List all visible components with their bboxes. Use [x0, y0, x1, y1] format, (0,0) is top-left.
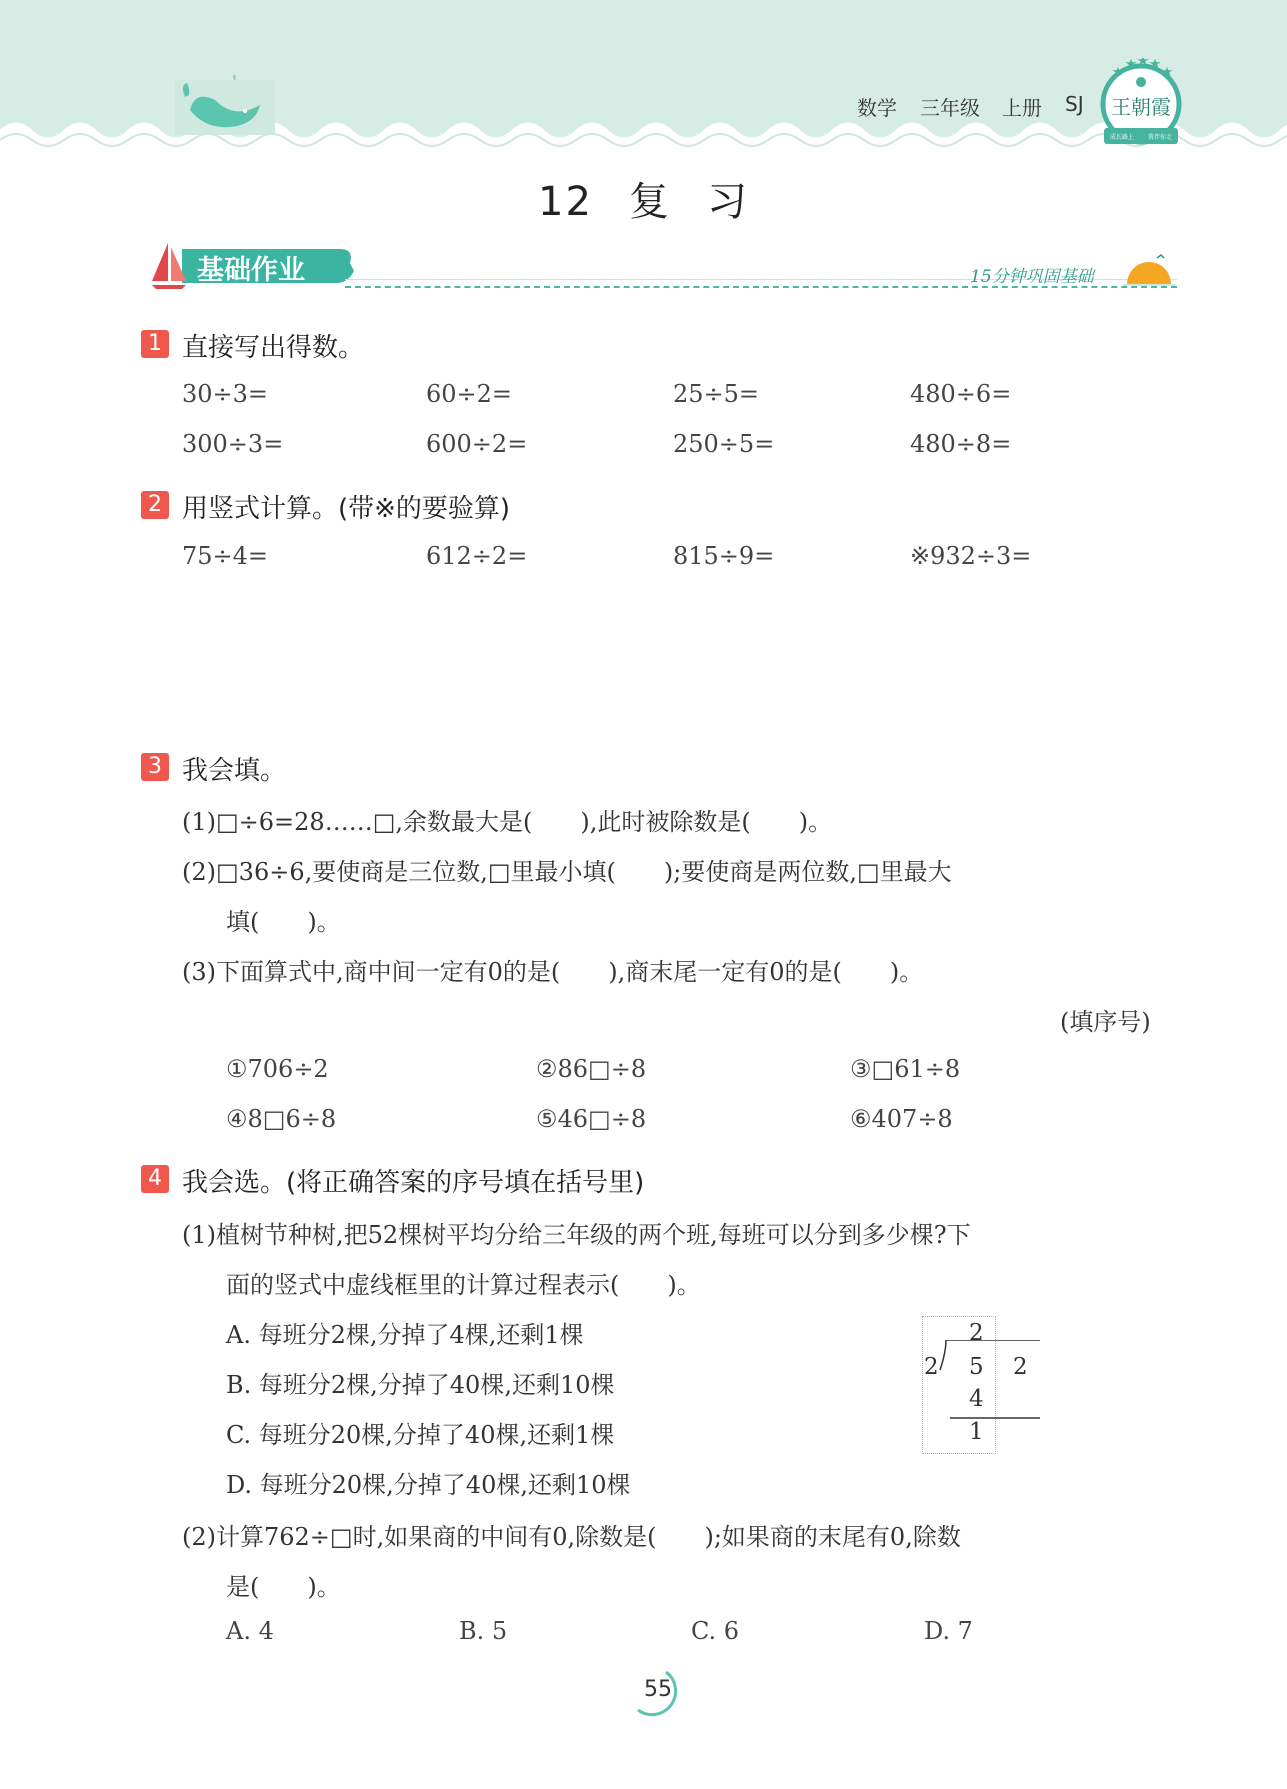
q4-option: B. 5 — [459, 1617, 508, 1645]
header-edition: SJ — [1065, 92, 1084, 116]
sunset-icon — [1123, 254, 1175, 288]
q2-item: ※932÷3= — [910, 542, 1032, 570]
title-number: 12 — [538, 179, 593, 225]
q2-number: 2 — [141, 491, 169, 519]
q1-title: 直接写出得数。 — [182, 333, 365, 363]
title-char-2: 习 — [706, 179, 749, 225]
section-label: 基础作业 — [197, 255, 305, 286]
q3-part-1: (1)□÷6=28……□,余数最大是( ),此时被除数是( )。 — [182, 808, 833, 836]
header-volume: 上册 — [1002, 96, 1042, 120]
division-product: 4 — [969, 1386, 984, 1412]
q1-item: 480÷8= — [910, 430, 1012, 458]
q3-part-2: (2)□36÷6,要使商是三位数,□里最小填( );要使商是两位数,□里最大 — [182, 858, 952, 886]
brand-name: 王朝霞 — [1111, 95, 1171, 119]
whale-icon — [175, 75, 275, 135]
division-digit-2: 2 — [1013, 1354, 1028, 1380]
q1-item: 30÷3= — [182, 380, 269, 408]
q4-choice-c: C. 每班分20棵,分掉了40棵,还剩1棵 — [226, 1421, 615, 1449]
division-divisor: 2 — [924, 1354, 939, 1380]
brand-sub-right: 我伴你走 — [1147, 134, 1173, 141]
q4-number: 4 — [141, 1165, 169, 1193]
q3-option: ⑤46□÷8 — [536, 1105, 647, 1133]
q3-option: ⑥407÷8 — [850, 1105, 953, 1133]
title-char-1: 复 — [628, 179, 671, 225]
division-quotient: 2 — [969, 1320, 984, 1346]
section-note: 15分钟巩固基础 — [970, 267, 1094, 287]
header-subject: 数学 — [857, 96, 897, 120]
q3-part-2-cont: 填( )。 — [226, 908, 341, 936]
page-number: 55 — [644, 1677, 672, 1702]
q3-option: ①706÷2 — [226, 1055, 329, 1083]
q3-title: 我会填。 — [182, 756, 287, 786]
q4-choice-a: A. 每班分2棵,分掉了4棵,还剩1棵 — [226, 1321, 584, 1349]
q4-title: 我会选。(将正确答案的序号填在括号里) — [182, 1168, 645, 1198]
q4-option: D. 7 — [924, 1617, 973, 1645]
q1-item: 300÷3= — [182, 430, 284, 458]
q4-option: A. 4 — [226, 1617, 274, 1645]
q3-option: ③□61÷8 — [850, 1055, 961, 1083]
q3-note: (填序号) — [1060, 1008, 1151, 1036]
q3-part-3: (3)下面算式中,商中间一定有0的是( ),商末尾一定有0的是( )。 — [182, 958, 924, 986]
q4-part-2: (2)计算762÷□时,如果商的中间有0,除数是( );如果商的末尾有0,除数 — [182, 1523, 961, 1551]
q1-number: 1 — [141, 330, 169, 358]
q2-title: 用竖式计算。(带※的要验算) — [182, 494, 511, 524]
q4-choice-d: D. 每班分20棵,分掉了40棵,还剩10棵 — [226, 1471, 631, 1499]
q4-option: C. 6 — [691, 1617, 740, 1645]
q2-item: 815÷9= — [673, 542, 775, 570]
q4-part-1-cont: 面的竖式中虚线框里的计算过程表示( )。 — [226, 1271, 701, 1299]
q3-option: ④8□6÷8 — [226, 1105, 337, 1133]
brand-sub-left: 成长路上 — [1109, 134, 1135, 141]
q4-choice-b: B. 每班分2棵,分掉了40棵,还剩10棵 — [226, 1371, 615, 1399]
q2-item: 75÷4= — [182, 542, 269, 570]
q4-part-2-cont: 是( )。 — [226, 1573, 341, 1601]
q2-item: 612÷2= — [426, 542, 528, 570]
q1-item: 600÷2= — [426, 430, 528, 458]
q1-item: 25÷5= — [673, 380, 760, 408]
division-digit-1: 5 — [969, 1354, 984, 1380]
division-remainder: 1 — [969, 1419, 984, 1445]
page-title — [0, 170, 1287, 227]
q3-number: 3 — [141, 753, 169, 781]
q3-option: ②86□÷8 — [536, 1055, 647, 1083]
header-grade: 三年级 — [920, 96, 980, 120]
q1-item: 60÷2= — [426, 380, 513, 408]
brand-logo — [1098, 58, 1184, 150]
q1-item: 480÷6= — [910, 380, 1012, 408]
q1-item: 250÷5= — [673, 430, 775, 458]
q4-part-1: (1)植树节种树,把52棵树平均分给三年级的两个班,每班可以分到多少棵?下 — [182, 1221, 971, 1249]
